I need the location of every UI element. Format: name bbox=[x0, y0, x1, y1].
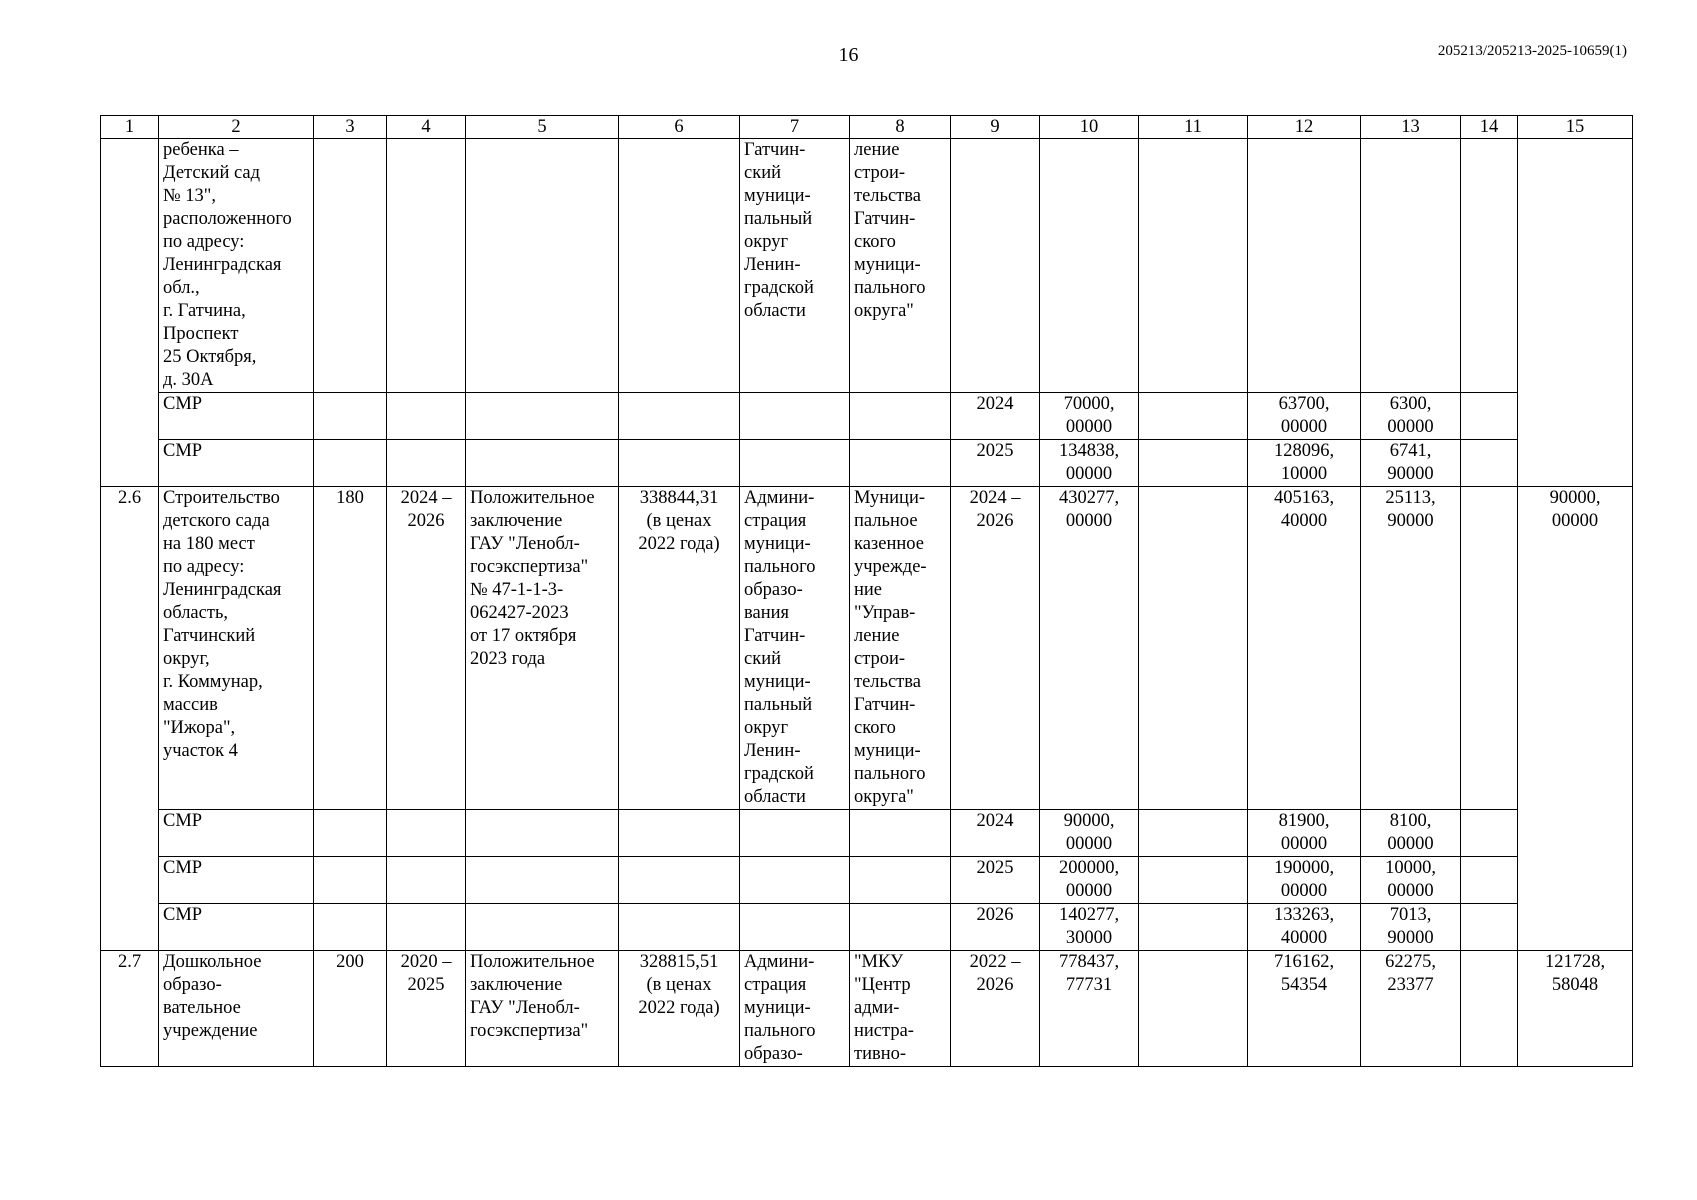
column-15-cell: 90000, 00000 bbox=[1518, 487, 1633, 951]
empty-cell bbox=[466, 810, 619, 857]
empty-cell bbox=[387, 139, 466, 393]
regional-budget-cell: 716162, 54354 bbox=[1248, 951, 1361, 1067]
object-name-cell: Строительство детского сада на 180 мест по адресу: Ленинградская область, Гатчинский округ, г. Коммунар, массив "Ижора", участок 4 bbox=[159, 487, 314, 810]
total-cell: 140277, 30000 bbox=[1040, 904, 1139, 951]
row-number-cell bbox=[101, 139, 159, 487]
column-header: 11 bbox=[1139, 116, 1248, 139]
empty-cell bbox=[1518, 139, 1633, 487]
regional-budget-cell: 81900, 00000 bbox=[1248, 810, 1361, 857]
empty-cell bbox=[387, 810, 466, 857]
page-number: 16 bbox=[838, 44, 859, 66]
expertise-cell: Положительное заключение ГАУ "Ленобл- госэкспертиза" № 47-1-1-3- 062427-2023 от 17 октября 2023 года bbox=[466, 487, 619, 810]
empty-cell bbox=[740, 904, 850, 951]
empty-cell bbox=[1461, 904, 1518, 951]
empty-cell bbox=[466, 440, 619, 487]
empty-cell bbox=[740, 393, 850, 440]
empty-cell bbox=[314, 440, 387, 487]
empty-cell bbox=[740, 440, 850, 487]
builder-cell: Муници- пальное казенное учрежде- ние "Управ- ление строи- тельства Гатчин- ского муници- пального округа" bbox=[850, 487, 951, 810]
empty-cell bbox=[466, 393, 619, 440]
expertise-cell: Положительное заключение ГАУ "Ленобл- госэкспертиза" bbox=[466, 951, 619, 1067]
customer-cell: Гатчин- ский муници- пальный округ Ленин- градской области bbox=[740, 139, 850, 393]
table-row bbox=[101, 951, 1633, 1067]
total-cell: 778437, 77731 bbox=[1040, 951, 1139, 1067]
empty-cell bbox=[740, 857, 850, 904]
regional-budget-cell: 190000, 00000 bbox=[1248, 857, 1361, 904]
customer-cell: Админи- страция муници- пального образо- вания Гатчин- ский муници- пальный округ Ленин- градской области bbox=[740, 487, 850, 810]
total-cell: 200000, 00000 bbox=[1040, 857, 1139, 904]
table-row bbox=[101, 857, 1633, 904]
empty-cell bbox=[619, 810, 740, 857]
empty-cell bbox=[1139, 810, 1248, 857]
years-cell: 2022 – 2026 bbox=[951, 951, 1040, 1067]
regional-budget-cell: 133263, 40000 bbox=[1248, 904, 1361, 951]
column-header: 15 bbox=[1518, 116, 1633, 139]
local-budget-cell: 10000, 00000 bbox=[1361, 857, 1461, 904]
table-row bbox=[101, 904, 1633, 951]
column-header: 3 bbox=[314, 116, 387, 139]
object-name-cell: ребенка – Детский сад № 13", расположенного по адресу: Ленинградская обл., г. Гатчина, Проспект 25 Октября, д. 30А bbox=[159, 139, 314, 393]
local-budget-cell: 62275, 23377 bbox=[1361, 951, 1461, 1067]
regional-budget-cell: 63700, 00000 bbox=[1248, 393, 1361, 440]
column-header: 14 bbox=[1461, 116, 1518, 139]
empty-cell bbox=[387, 904, 466, 951]
column-header: 1 bbox=[101, 116, 159, 139]
empty-cell bbox=[314, 904, 387, 951]
empty-cell bbox=[466, 139, 619, 393]
builder-cell: "МКУ "Центр адми- нистра- тивно- bbox=[850, 951, 951, 1067]
empty-cell bbox=[951, 139, 1040, 393]
empty-cell bbox=[466, 904, 619, 951]
row-number-cell: 2.7 bbox=[101, 951, 159, 1067]
work-type-cell: СМР bbox=[159, 440, 314, 487]
empty-cell bbox=[1139, 857, 1248, 904]
column-header: 5 bbox=[466, 116, 619, 139]
total-cell: 70000, 00000 bbox=[1040, 393, 1139, 440]
empty-cell bbox=[1461, 440, 1518, 487]
empty-cell bbox=[1461, 857, 1518, 904]
row-number-cell: 2.6 bbox=[101, 487, 159, 951]
empty-cell bbox=[1139, 487, 1248, 810]
year-cell: 2024 bbox=[951, 810, 1040, 857]
capacity-cell: 180 bbox=[314, 487, 387, 810]
empty-cell bbox=[387, 393, 466, 440]
work-type-cell: СМР bbox=[159, 904, 314, 951]
table-row bbox=[101, 393, 1633, 440]
empty-cell bbox=[850, 440, 951, 487]
empty-cell bbox=[1361, 139, 1461, 393]
empty-cell bbox=[387, 440, 466, 487]
object-name-cell: Дошкольное образо- вательное учреждение bbox=[159, 951, 314, 1067]
regional-budget-cell: 128096, 10000 bbox=[1248, 440, 1361, 487]
capacity-cell: 200 bbox=[314, 951, 387, 1067]
local-budget-cell: 8100, 00000 bbox=[1361, 810, 1461, 857]
column-header: 10 bbox=[1040, 116, 1139, 139]
period-cell: 2020 – 2025 bbox=[387, 951, 466, 1067]
cost-cell: 338844,31 (в ценах 2022 года) bbox=[619, 487, 740, 810]
year-cell: 2025 bbox=[951, 440, 1040, 487]
column-number-row bbox=[101, 116, 1633, 139]
empty-cell bbox=[1139, 440, 1248, 487]
local-budget-cell: 25113, 90000 bbox=[1361, 487, 1461, 810]
work-type-cell: СМР bbox=[159, 810, 314, 857]
local-budget-cell: 6300, 00000 bbox=[1361, 393, 1461, 440]
empty-cell bbox=[850, 904, 951, 951]
empty-cell bbox=[619, 857, 740, 904]
column-header: 8 bbox=[850, 116, 951, 139]
work-type-cell: СМР bbox=[159, 857, 314, 904]
empty-cell bbox=[466, 857, 619, 904]
empty-cell bbox=[850, 857, 951, 904]
empty-cell bbox=[1461, 810, 1518, 857]
empty-cell bbox=[1461, 139, 1518, 393]
empty-cell bbox=[314, 393, 387, 440]
empty-cell bbox=[740, 810, 850, 857]
years-cell: 2024 – 2026 bbox=[951, 487, 1040, 810]
local-budget-cell: 7013, 90000 bbox=[1361, 904, 1461, 951]
empty-cell bbox=[1461, 487, 1518, 810]
empty-cell bbox=[314, 139, 387, 393]
year-cell: 2026 bbox=[951, 904, 1040, 951]
empty-cell bbox=[619, 393, 740, 440]
empty-cell bbox=[1461, 393, 1518, 440]
empty-cell bbox=[1461, 951, 1518, 1067]
total-cell: 134838, 00000 bbox=[1040, 440, 1139, 487]
empty-cell bbox=[1040, 139, 1139, 393]
empty-cell bbox=[850, 393, 951, 440]
empty-cell bbox=[619, 904, 740, 951]
total-cell: 430277, 00000 bbox=[1040, 487, 1139, 810]
column-header: 13 bbox=[1361, 116, 1461, 139]
year-cell: 2024 bbox=[951, 393, 1040, 440]
table-row bbox=[101, 487, 1633, 810]
table-row bbox=[101, 440, 1633, 487]
work-type-cell: СМР bbox=[159, 393, 314, 440]
period-cell: 2024 – 2026 bbox=[387, 487, 466, 810]
empty-cell bbox=[1248, 139, 1361, 393]
empty-cell bbox=[619, 440, 740, 487]
empty-cell bbox=[1139, 951, 1248, 1067]
empty-cell bbox=[850, 810, 951, 857]
regional-budget-cell: 405163, 40000 bbox=[1248, 487, 1361, 810]
column-header: 7 bbox=[740, 116, 850, 139]
empty-cell bbox=[1139, 139, 1248, 393]
cost-cell: 328815,51 (в ценах 2022 года) bbox=[619, 951, 740, 1067]
table-row bbox=[101, 810, 1633, 857]
table-row bbox=[101, 139, 1633, 393]
column-header: 6 bbox=[619, 116, 740, 139]
customer-cell: Админи- страция муници- пального образо- bbox=[740, 951, 850, 1067]
year-cell: 2025 bbox=[951, 857, 1040, 904]
empty-cell bbox=[314, 857, 387, 904]
column-header: 9 bbox=[951, 116, 1040, 139]
empty-cell bbox=[1139, 393, 1248, 440]
total-cell: 90000, 00000 bbox=[1040, 810, 1139, 857]
builder-cell: ление строи- тельства Гатчин- ского муници- пального округа" bbox=[850, 139, 951, 393]
column-header: 2 bbox=[159, 116, 314, 139]
column-header: 12 bbox=[1248, 116, 1361, 139]
empty-cell bbox=[1139, 904, 1248, 951]
empty-cell bbox=[314, 810, 387, 857]
column-header: 4 bbox=[387, 116, 466, 139]
local-budget-cell: 6741, 90000 bbox=[1361, 440, 1461, 487]
column-15-cell: 121728, 58048 bbox=[1518, 951, 1633, 1067]
document-id: 205213/205213-2025-10659(1) bbox=[1437, 43, 1627, 59]
budget-table bbox=[100, 115, 1633, 1067]
empty-cell bbox=[387, 857, 466, 904]
empty-cell bbox=[619, 139, 740, 393]
